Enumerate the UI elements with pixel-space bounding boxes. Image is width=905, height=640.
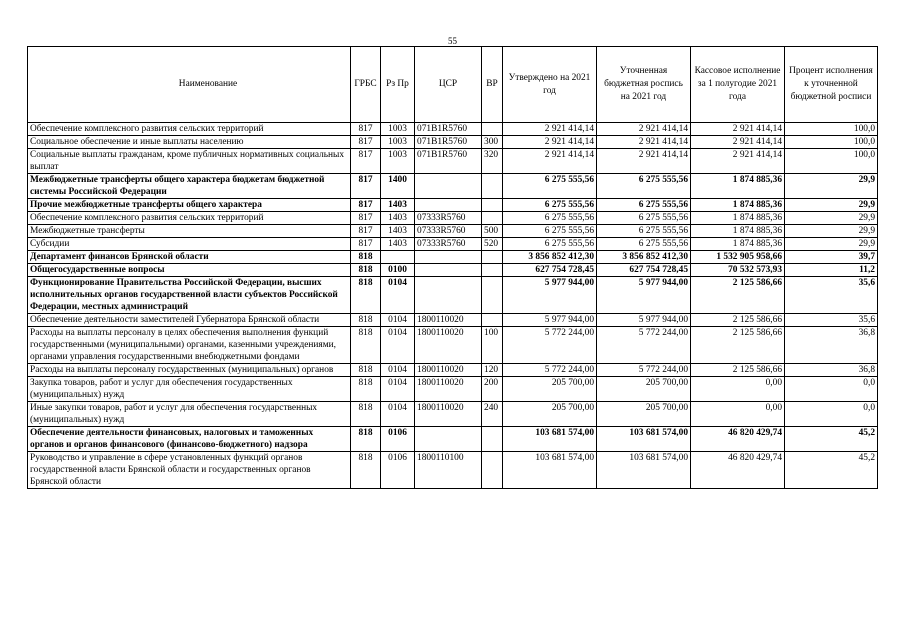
cell-percent: 29,9: [785, 174, 878, 199]
table-row: [28, 225, 878, 238]
cell-percent: 100,0: [785, 136, 878, 149]
cell-rzpr: 1400: [381, 174, 415, 199]
cell-percent: 29,9: [785, 212, 878, 225]
cell-name: Обеспечение комплексного развития сельских территорий: [28, 212, 351, 225]
cell-grbs: 818: [351, 327, 381, 364]
cell-name: Социальные выплаты гражданам, кроме публичных нормативных социальных выплат: [28, 149, 351, 174]
header-name: Наименование: [28, 47, 351, 123]
cell-revised: 6 275 555,56: [597, 225, 691, 238]
table-row: [28, 452, 878, 489]
cell-name: Субсидии: [28, 238, 351, 251]
table-row: [28, 199, 878, 212]
table-row: [28, 238, 878, 251]
cell-revised: 5 772 244,00: [597, 327, 691, 364]
cell-revised: 627 754 728,45: [597, 264, 691, 277]
cell-percent: 0,0: [785, 402, 878, 427]
cell-cash: 0,00: [691, 402, 785, 427]
cell-name: Обеспечение комплексного развития сельских территорий: [28, 123, 351, 136]
cell-cash: 1 874 885,36: [691, 212, 785, 225]
header-grbs: ГРБС: [351, 47, 381, 123]
cell-cash: 1 874 885,36: [691, 225, 785, 238]
cell-vr: 120: [482, 364, 503, 377]
cell-approved: 103 681 574,00: [503, 452, 597, 489]
cell-grbs: 817: [351, 199, 381, 212]
cell-revised: 2 921 414,14: [597, 136, 691, 149]
cell-csr: 1800110020: [415, 314, 482, 327]
cell-revised: 103 681 574,00: [597, 452, 691, 489]
cell-grbs: 818: [351, 452, 381, 489]
header-vr: ВР: [482, 47, 503, 123]
cell-approved: 2 921 414,14: [503, 136, 597, 149]
cell-grbs: 818: [351, 402, 381, 427]
cell-percent: 100,0: [785, 123, 878, 136]
cell-percent: 29,9: [785, 225, 878, 238]
cell-name: Общегосударственные вопросы: [28, 264, 351, 277]
cell-csr: 1800110020: [415, 364, 482, 377]
cell-rzpr: 0104: [381, 377, 415, 402]
cell-grbs: 818: [351, 427, 381, 452]
cell-grbs: 818: [351, 251, 381, 264]
cell-rzpr: [381, 251, 415, 264]
table-row: [28, 402, 878, 427]
cell-csr: 1800110020: [415, 327, 482, 364]
cell-csr: 1800110020: [415, 377, 482, 402]
cell-vr: 320: [482, 149, 503, 174]
cell-vr: [482, 314, 503, 327]
cell-rzpr: 1403: [381, 199, 415, 212]
header-rzpr: Рз Пр: [381, 47, 415, 123]
cell-revised: 6 275 555,56: [597, 212, 691, 225]
cell-csr: 071B1R5760: [415, 136, 482, 149]
cell-percent: 36,8: [785, 327, 878, 364]
cell-cash: 1 874 885,36: [691, 174, 785, 199]
cell-approved: 3 856 852 412,30: [503, 251, 597, 264]
cell-grbs: 817: [351, 238, 381, 251]
cell-cash: 1 874 885,36: [691, 238, 785, 251]
cell-name: Закупка товаров, работ и услуг для обеспечения государственных (муниципальных) нужд: [28, 377, 351, 402]
header-approved: Утверждено на 2021 год: [503, 47, 597, 123]
cell-rzpr: 0104: [381, 402, 415, 427]
cell-grbs: 817: [351, 136, 381, 149]
cell-rzpr: 1003: [381, 149, 415, 174]
cell-name: Прочие межбюджетные трансферты общего характера: [28, 199, 351, 212]
table-row: [28, 314, 878, 327]
cell-percent: 100,0: [785, 149, 878, 174]
cell-grbs: 817: [351, 212, 381, 225]
cell-csr: 071B1R5760: [415, 123, 482, 136]
cell-revised: 5 772 244,00: [597, 364, 691, 377]
cell-cash: 2 921 414,14: [691, 149, 785, 174]
cell-percent: 45,2: [785, 427, 878, 452]
cell-name: Социальное обеспечение и иные выплаты населению: [28, 136, 351, 149]
cell-rzpr: 0106: [381, 427, 415, 452]
cell-vr: 100: [482, 327, 503, 364]
table-row: [28, 251, 878, 264]
cell-approved: 6 275 555,56: [503, 225, 597, 238]
cell-grbs: 818: [351, 277, 381, 314]
cell-csr: 07333R5760: [415, 225, 482, 238]
cell-approved: 5 977 944,00: [503, 277, 597, 314]
cell-csr: 07333R5760: [415, 212, 482, 225]
table-row: [28, 174, 878, 199]
cell-revised: 3 856 852 412,30: [597, 251, 691, 264]
cell-approved: 5 772 244,00: [503, 327, 597, 364]
cell-approved: 6 275 555,56: [503, 174, 597, 199]
cell-revised: 205 700,00: [597, 377, 691, 402]
cell-csr: [415, 174, 482, 199]
cell-vr: 300: [482, 136, 503, 149]
cell-vr: [482, 264, 503, 277]
cell-revised: 2 921 414,14: [597, 149, 691, 174]
cell-cash: 1 532 905 958,66: [691, 251, 785, 264]
header-csr: ЦСР: [415, 47, 482, 123]
cell-rzpr: 1003: [381, 136, 415, 149]
cell-rzpr: 1403: [381, 238, 415, 251]
cell-approved: 627 754 728,45: [503, 264, 597, 277]
cell-csr: [415, 251, 482, 264]
cell-vr: 240: [482, 402, 503, 427]
table-row: [28, 327, 878, 364]
cell-cash: 46 820 429,74: [691, 427, 785, 452]
cell-name: Межбюджетные трансферты общего характера бюджетам бюджетной системы Российской Федерации: [28, 174, 351, 199]
cell-cash: 46 820 429,74: [691, 452, 785, 489]
cell-cash: 2 125 586,66: [691, 327, 785, 364]
cell-percent: 29,9: [785, 199, 878, 212]
cell-csr: 1800110020: [415, 402, 482, 427]
header-cash: Кассовое исполнение за 1 полугодие 2021 года: [691, 47, 785, 123]
cell-revised: 5 977 944,00: [597, 277, 691, 314]
cell-name: Иные закупки товаров, работ и услуг для обеспечения государственных (муниципальных) нужд: [28, 402, 351, 427]
cell-csr: [415, 427, 482, 452]
cell-cash: 0,00: [691, 377, 785, 402]
table-body: [28, 123, 878, 489]
cell-grbs: 818: [351, 314, 381, 327]
cell-percent: 29,9: [785, 238, 878, 251]
cell-csr: 1800110100: [415, 452, 482, 489]
cell-rzpr: 1403: [381, 225, 415, 238]
cell-vr: 520: [482, 238, 503, 251]
cell-percent: 11,2: [785, 264, 878, 277]
cell-grbs: 818: [351, 377, 381, 402]
cell-rzpr: 1403: [381, 212, 415, 225]
cell-rzpr: 0104: [381, 277, 415, 314]
cell-grbs: 818: [351, 264, 381, 277]
cell-rzpr: 0104: [381, 327, 415, 364]
cell-vr: [482, 427, 503, 452]
cell-percent: 39,7: [785, 251, 878, 264]
cell-percent: 45,2: [785, 452, 878, 489]
cell-cash: 2 125 586,66: [691, 277, 785, 314]
header-revised: Уточненная бюджетная роспись на 2021 год: [597, 47, 691, 123]
cell-rzpr: 0104: [381, 314, 415, 327]
cell-vr: [482, 199, 503, 212]
cell-csr: [415, 264, 482, 277]
table-row: [28, 149, 878, 174]
cell-cash: 2 125 586,66: [691, 364, 785, 377]
cell-revised: 103 681 574,00: [597, 427, 691, 452]
table-row: [28, 264, 878, 277]
cell-rzpr: 0100: [381, 264, 415, 277]
cell-revised: 6 275 555,56: [597, 199, 691, 212]
cell-revised: 6 275 555,56: [597, 174, 691, 199]
cell-name: Расходы на выплаты персоналу в целях обеспечения выполнения функций государственными (муниципальными) органами, казенными учреждениями, органами управления государственными внебюджетными фондами: [28, 327, 351, 364]
table-row: [28, 123, 878, 136]
cell-rzpr: 1003: [381, 123, 415, 136]
cell-approved: 5 977 944,00: [503, 314, 597, 327]
cell-vr: [482, 212, 503, 225]
page-number: 55: [448, 36, 457, 46]
cell-percent: 35,6: [785, 314, 878, 327]
table-row: [28, 364, 878, 377]
cell-percent: 36,8: [785, 364, 878, 377]
cell-name: Расходы на выплаты персоналу государственных (муниципальных) органов: [28, 364, 351, 377]
cell-vr: 200: [482, 377, 503, 402]
cell-vr: [482, 174, 503, 199]
cell-revised: 6 275 555,56: [597, 238, 691, 251]
cell-approved: 2 921 414,14: [503, 149, 597, 174]
cell-revised: 2 921 414,14: [597, 123, 691, 136]
cell-approved: 205 700,00: [503, 402, 597, 427]
cell-name: Руководство и управление в сфере установленных функций органов государственной власти Брянской области и государственных органов Брянской области: [28, 452, 351, 489]
cell-vr: [482, 251, 503, 264]
cell-cash: 70 532 573,93: [691, 264, 785, 277]
cell-cash: 2 125 586,66: [691, 314, 785, 327]
cell-vr: 500: [482, 225, 503, 238]
cell-csr: [415, 199, 482, 212]
cell-csr: [415, 277, 482, 314]
cell-name: Межбюджетные трансферты: [28, 225, 351, 238]
table-header-row: [28, 47, 878, 123]
cell-approved: 103 681 574,00: [503, 427, 597, 452]
cell-approved: 6 275 555,56: [503, 238, 597, 251]
cell-revised: 5 977 944,00: [597, 314, 691, 327]
cell-cash: 2 921 414,14: [691, 123, 785, 136]
cell-grbs: 818: [351, 364, 381, 377]
table-row: [28, 277, 878, 314]
cell-approved: 205 700,00: [503, 377, 597, 402]
cell-csr: 071B1R5760: [415, 149, 482, 174]
cell-approved: 6 275 555,56: [503, 199, 597, 212]
budget-table: [27, 46, 878, 489]
cell-vr: [482, 277, 503, 314]
table-row: [28, 377, 878, 402]
cell-vr: [482, 123, 503, 136]
table-row: [28, 427, 878, 452]
cell-vr: [482, 452, 503, 489]
cell-cash: 2 921 414,14: [691, 136, 785, 149]
cell-percent: 0,0: [785, 377, 878, 402]
cell-grbs: 817: [351, 149, 381, 174]
cell-percent: 35,6: [785, 277, 878, 314]
cell-name: Департамент финансов Брянской области: [28, 251, 351, 264]
table-row: [28, 136, 878, 149]
cell-grbs: 817: [351, 174, 381, 199]
table-row: [28, 212, 878, 225]
cell-approved: 5 772 244,00: [503, 364, 597, 377]
cell-approved: 2 921 414,14: [503, 123, 597, 136]
cell-revised: 205 700,00: [597, 402, 691, 427]
cell-approved: 6 275 555,56: [503, 212, 597, 225]
cell-csr: 07333R5760: [415, 238, 482, 251]
cell-grbs: 817: [351, 225, 381, 238]
header-percent: Процент исполнения к уточненной бюджетной росписи: [785, 47, 878, 123]
cell-name: Обеспечение деятельности финансовых, налоговых и таможенных органов и органов финансового (финансово-бюджетного) надзора: [28, 427, 351, 452]
cell-name: Обеспечение деятельности заместителей Губернатора Брянской области: [28, 314, 351, 327]
cell-rzpr: 0104: [381, 364, 415, 377]
cell-name: Функционирование Правительства Российской Федерации, высших исполнительных органов государственной власти субъектов Российской Федерации, местных администраций: [28, 277, 351, 314]
cell-cash: 1 874 885,36: [691, 199, 785, 212]
cell-grbs: 817: [351, 123, 381, 136]
cell-rzpr: 0106: [381, 452, 415, 489]
